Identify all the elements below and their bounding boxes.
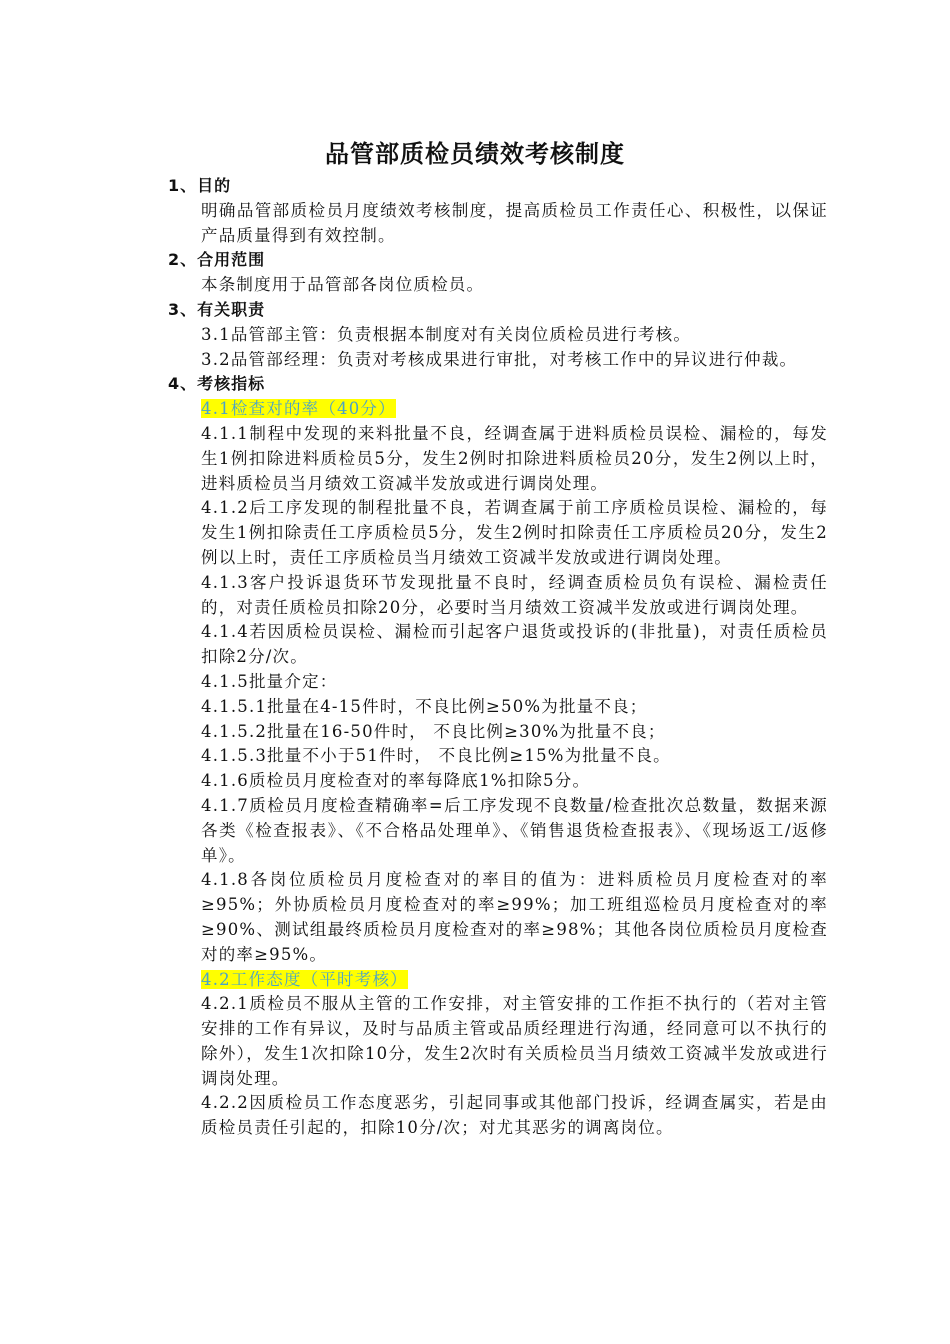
clause-item: 4.1.5.3批量不小于51件时， 不良比例≥15%为批量不良。 bbox=[201, 746, 671, 766]
clause-item: 4.1.5批量介定： bbox=[201, 671, 338, 691]
subsection-heading-attitude bbox=[168, 968, 828, 993]
clause-item: 4.1.4若因质检员误检、漏检而引起客户退货或投诉的(非批量)，对责任质检员扣除2分/次。 bbox=[201, 622, 828, 667]
highlighted-text: 4.1检查对的率（40分） bbox=[201, 399, 396, 419]
clause-item: 4.1.1制程中发现的来料批量不良，经调查属于进料质检员误检、漏检的，每发生1例扣除进料质检员5分，发生2例时扣除进料质检员20分，发生2例以上时，进料质检员当月绩效工资减半发放或进行调岗处理。 bbox=[201, 423, 828, 493]
clause-item: 4.1.6质检员月度检查对的率每降底1%扣除5分。 bbox=[201, 771, 591, 791]
clause-item: 4.2.2因质检员工作态度恶劣，引起同事或其他部门投诉，经调查属实，若是由质检员责任引起的，扣除10分/次；对尤其恶劣的调离岗位。 bbox=[201, 1093, 828, 1138]
clause-item: 4.1.3客户投诉退货环节发现批量不良时，经调查质检员负有误检、漏检责任的，对责任质检员扣除20分，必要时当月绩效工资减半发放或进行调岗处理。 bbox=[201, 572, 828, 617]
clause-item: 4.1.5.2批量在16-50件时， 不良比例≥30%为批量不良； bbox=[201, 721, 666, 741]
clause-item: 4.1.7质检员月度检查精确率=后工序发现不良数量/检查批次总数量，数据来源各类《检查报表》、《不合格品处理单》、《销售退货检查报表》、《现场返工/返修单》。 bbox=[201, 795, 828, 865]
section-text-purpose: 明确品管部质检员月度绩效考核制度，提高质检员工作责任心、积极性，以保证产品质量得到有效控制。 bbox=[201, 200, 828, 245]
highlighted-text: 4.2工作态度（平时考核） bbox=[201, 969, 408, 989]
duty-item: 3.1品管部主管：负责根据本制度对有关岗位质检员进行考核。 bbox=[201, 324, 692, 344]
section-text-scope: 本条制度用于品管部各岗位质检员。 bbox=[201, 275, 485, 295]
subsection-heading-accuracy bbox=[168, 397, 828, 422]
clause-item: 4.1.8各岗位质检员月度检查对的率目的值为：进料质检员月度检查对的率≥95%；外协质检员月度检查对的率≥99%；加工班组巡检员月度检查对的率≥90%、测试组最终质检员月度检查对的率≥98%；其他各岗位质检员月度检查对的率≥95%。 bbox=[201, 870, 828, 964]
section-heading-purpose: 1、目的 bbox=[168, 176, 232, 195]
section-heading-duties: 3、有关职责 bbox=[168, 299, 266, 319]
section-heading-scope: 2、合用范围 bbox=[168, 250, 266, 270]
duty-item: 3.2品管部经理：负责对考核成果进行审批，对考核工作中的异议进行仲裁。 bbox=[201, 349, 798, 369]
clause-item: 4.1.5.1批量在4-15件时，不良比例≥50%为批量不良； bbox=[201, 696, 648, 716]
document-body bbox=[168, 174, 828, 1141]
clause-item: 4.1.2后工序发现的制程批量不良，若调查属于前工序质检员误检、漏检的，每发生1例扣除责任工序质检员5分，发生2例时扣除责任工序质检员20分，发生2例以上时，责任工序质检员当月绩效工资减半发放或进行调岗处理。 bbox=[201, 498, 828, 567]
clause-item: 4.2.1质检员不服从主管的工作安排，对主管安排的工作拒不执行的（若对主管安排的工作有异议，及时与品质主管或品质经理进行沟通，经同意可以不执行的除外），发生1次扣除10分，发生2次时有关质检员当月绩效工资减半发放或进行调岗处理。 bbox=[201, 994, 828, 1088]
section-heading-indicators: 4、考核指标 bbox=[168, 374, 266, 394]
document-title: 品管部质检员绩效考核制度 bbox=[325, 140, 625, 168]
